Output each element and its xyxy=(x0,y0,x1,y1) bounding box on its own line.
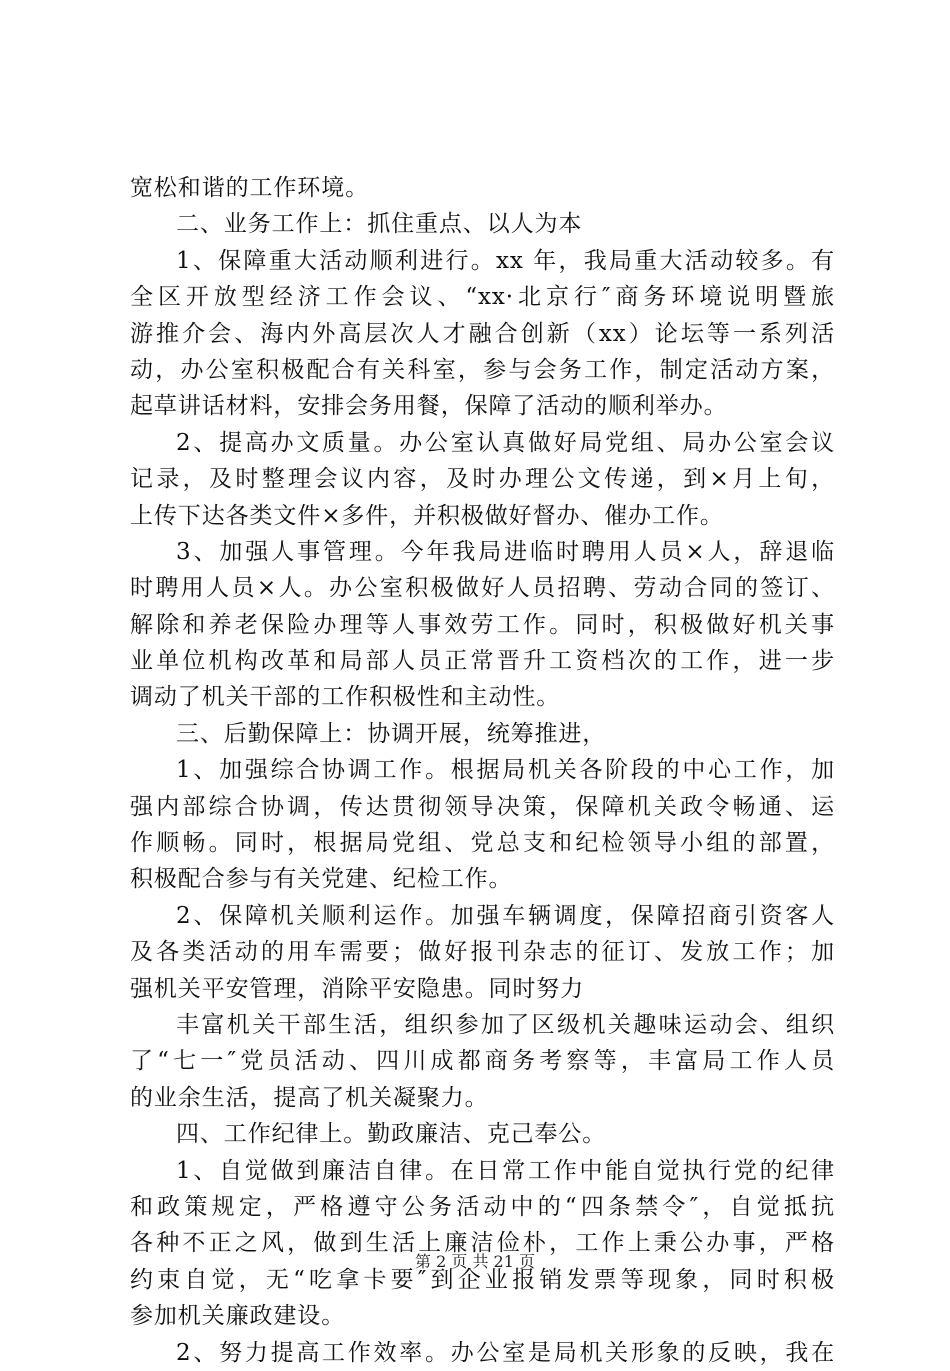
text-line: 作顺畅。同时，根据局党组、党总支和纪检领导小组的部置， xyxy=(130,830,835,857)
text-line: 二、业务工作上：抓住重点、以人为本 xyxy=(176,211,583,238)
text-line: 起草讲话材料，安排会务用餐，保障了活动的顺利举办。 xyxy=(130,393,728,420)
text-line: 参加机关廉政建设。 xyxy=(130,1303,346,1330)
text-line: 2、努力提高工作效率。办公室是局机关形象的反映，我在 xyxy=(176,1339,835,1366)
text-line: 全区开放型经济工作会议、“xx·北京行″商务环境说明暨旅 xyxy=(130,284,835,311)
text-line: 上传下达各类文件×多件，并积极做好督办、催办工作。 xyxy=(130,502,724,529)
text-line: 动，办公室积极配合有关科室，参与会务工作，制定活动方案， xyxy=(130,356,835,383)
text-line: 调动了机关干部的工作积极性和主动性。 xyxy=(130,684,561,711)
text-line: 1、加强综合协调工作。根据局机关各阶段的中心工作，加 xyxy=(176,757,835,784)
text-line: 和政策规定，严格遵守公务活动中的“四条禁令″，自觉抵抗 xyxy=(130,1193,835,1220)
text-line: 强内部综合协调，传达贯彻领导决策，保障机关政令畅通、运 xyxy=(130,793,835,820)
text-line: 强机关平安管理，消除平安隐患。同时努力 xyxy=(130,975,585,1002)
text-line: 的业余生活，提高了机关凝聚力。 xyxy=(130,1084,489,1111)
text-line: 宽松和谐的工作环境。 xyxy=(130,175,369,201)
page-footer: 第 2 页 共 21 页 xyxy=(415,1252,535,1271)
text-line: 丰富机关干部生活，组织参加了区级机关趣味运动会、组织 xyxy=(176,1011,835,1038)
text-line: 2、保障机关顺利运作。加强车辆调度，保障招商引资客人 xyxy=(176,902,835,929)
text-line: 时聘用人员×人。办公室积极做好人员招聘、劳动合同的签订、 xyxy=(130,575,835,602)
text-line: 四、工作纪律上。勤政廉洁、克己奉公。 xyxy=(176,1121,607,1148)
text-line: 三、后勤保障上：协调开展，统筹推进， xyxy=(176,720,607,747)
text-line: 及各类活动的用车需要；做好报刊杂志的征订、发放工作；加 xyxy=(130,939,835,966)
document-body xyxy=(130,170,835,1371)
text-line: 1、保障重大活动顺利进行。xx 年，我局重大活动较多。有 xyxy=(176,247,835,274)
text-line: 1、自觉做到廉洁自律。在日常工作中能自觉执行党的纪律 xyxy=(176,1157,835,1184)
text-line: 解除和养老保险办理等人事效劳工作。同时，积极做好机关事 xyxy=(130,611,835,638)
text-line: 业单位机构改革和局部人员正常晋升工资档次的工作，进一步 xyxy=(130,648,835,675)
text-line: 2、提高办文质量。办公室认真做好局党组、局办公室会议 xyxy=(176,429,835,456)
text-line: 记录，及时整理会议内容，及时办理公文传递，到×月上旬， xyxy=(130,466,835,493)
text-line: 3、加强人事管理。今年我局进临时聘用人员×人，辞退临 xyxy=(176,538,835,565)
text-line: 约束自觉，无“吃拿卡要″到企业报销发票等现象，同时积极 xyxy=(130,1266,835,1293)
text-line: 各种不正之风，做到生活上廉洁俭朴，工作上秉公办事，严格 xyxy=(130,1230,835,1257)
text-line: 游推介会、海内外高层次人才融合创新（xx）论坛等一系列活 xyxy=(130,320,835,347)
text-line: 了“七一″党员活动、四川成都商务考察等，丰富局工作人员 xyxy=(130,1048,835,1075)
text-line: 积极配合参与有关党建、纪检工作。 xyxy=(130,866,513,893)
